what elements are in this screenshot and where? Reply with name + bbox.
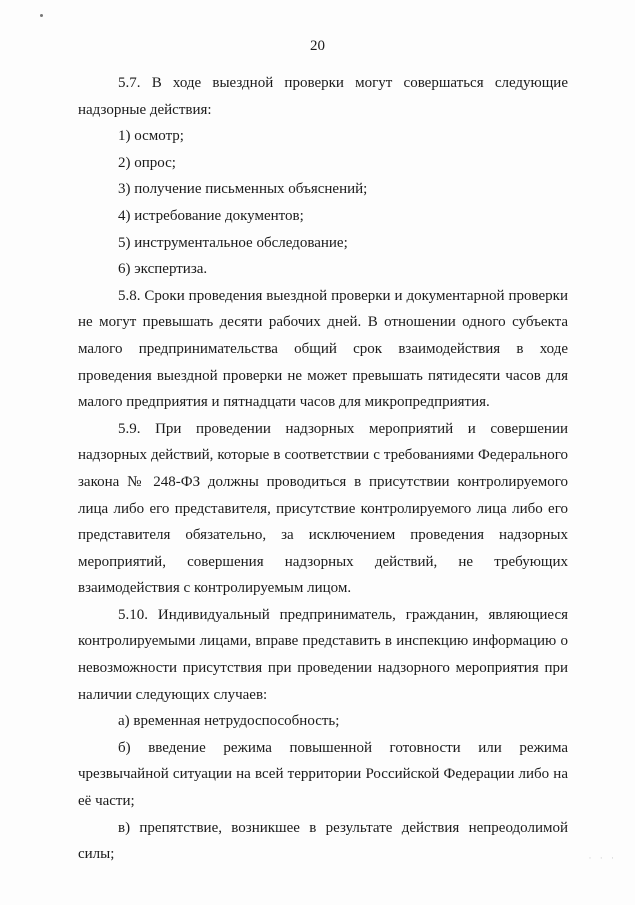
list-item-temporary-disability: а) временная нетрудоспособность;	[118, 713, 340, 730]
list-item-written-explanations: 3) получение письменных объяснений;	[118, 181, 368, 198]
list-item-emergency-regime: б) введение режима повышенной готовности или режима чрезвычайной ситуации на всей территории Российской Федерации либо на её части;	[78, 739, 568, 810]
paragraph-5-9: 5.9. При проведении надзорных мероприятий и совершении надзорных действий, которые в соответствии с требованиями Федерального закона № 248-ФЗ должны проводиться в присутствии контролируемого лица либо его представителя, присутствие контролируемого лица либо его представителя обязательно, за исключением проведения надзорных мероприятий, совершения надзорных действий, не требующих взаимодействия с контролируемым лицом.	[78, 420, 568, 597]
paragraph-5-7: 5.7. В ходе выездной проверки могут совершаться следующие надзорные действия:	[78, 75, 568, 118]
list-item-survey: 2) опрос;	[118, 154, 176, 171]
list-item-instrumental-examination: 5) инструментальное обследование;	[118, 234, 348, 251]
paragraph-5-10: 5.10. Индивидуальный предприниматель, гражданин, являющиеся контролируемыми лицами, вправе представить в инспекцию информацию о невозможности присутствия при проведении надзорного мероприятия при наличии следующих случаев:	[78, 606, 568, 703]
list-item-inspection: 1) осмотр;	[118, 128, 184, 145]
page-number: 20	[310, 38, 325, 54]
paragraph-5-8: 5.8. Сроки проведения выездной проверки и документарной проверки не могут превышать десяти рабочих дней. В отношении одного субъекта малого предпринимательства общий срок взаимодействия в ходе проведения выездной проверки не может превышать пятидесяти часов для малого предприятия и пятнадцати часов для микропредприятия.	[78, 287, 568, 411]
list-item-force-majeure: в) препятствие, возникшее в результате действия непреодолимой силы;	[78, 819, 568, 863]
list-item-document-request: 4) истребование документов;	[118, 207, 304, 224]
list-item-expertise: 6) экспертиза.	[118, 261, 208, 278]
scan-dots: · · ·	[588, 853, 617, 863]
document-body	[78, 70, 568, 868]
scan-speck	[40, 14, 43, 17]
